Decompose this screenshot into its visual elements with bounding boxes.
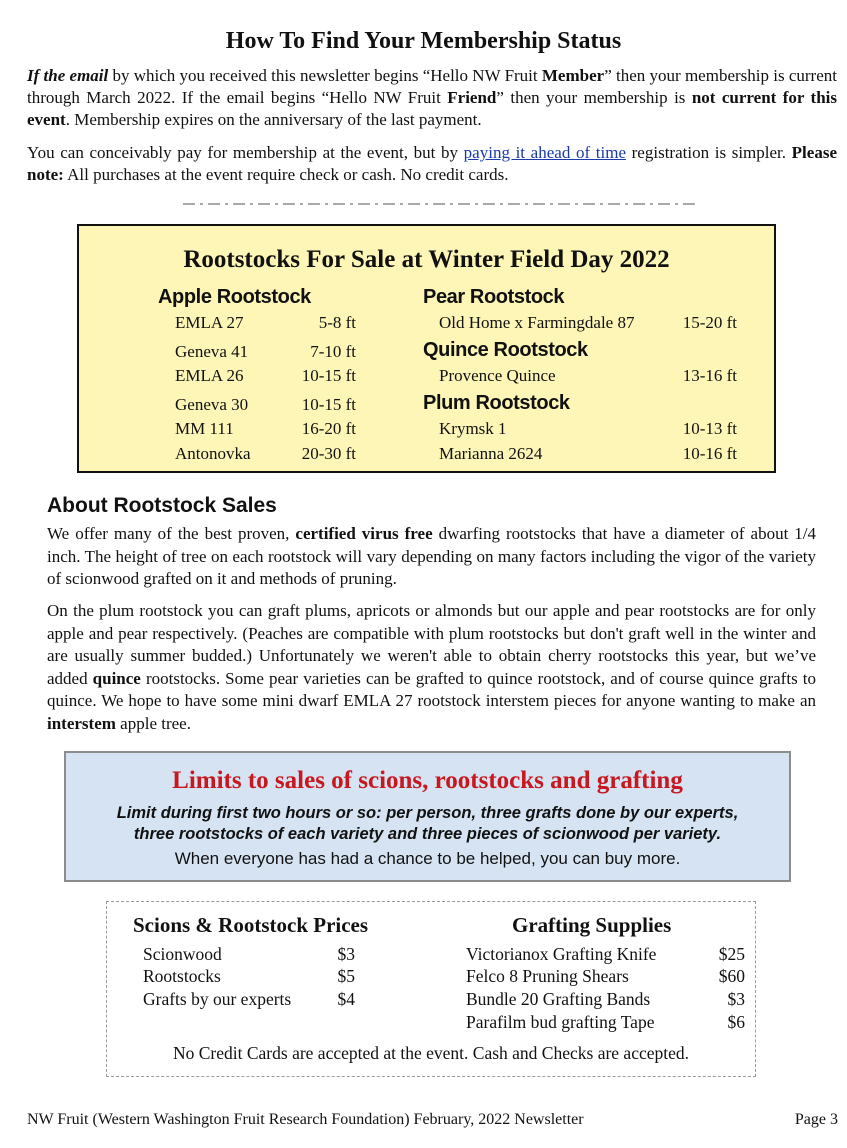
quince-word: quince [92,668,141,688]
price-item-name: Scionwood [143,944,222,964]
no-credit-cards-note: No Credit Cards are accepted at the event. Cash and Checks are accepted. [172,1043,690,1063]
about-paragraph-1 [47,523,816,591]
friend-word: Friend [447,88,497,107]
dashed-divider [183,198,698,210]
plum-rootstock-name: Marianna 2624 [439,444,543,463]
text: rootstocks. Some pear varieties can be grafted to quince rootstock, and of course quince grafts to quince. We hope to have some mini dwarf EMLA 27 rootstock interstem pieces for anyone wanting to make an [47,668,816,710]
quince-rootstock-name: Provence Quince [439,366,556,385]
please-note-label: Please note: [27,143,837,184]
text: We offer many of the best proven, [47,524,296,543]
apple-rootstock-height: 10-15 ft [301,366,356,385]
price-item-name: Rootstocks [143,966,221,986]
limits-rule-line: three rootstocks of each variety and three pieces of scionwood per variety. [133,825,722,843]
about-paragraph-2 [47,600,816,735]
text: registration is simpler. [626,143,792,162]
supply-item-price: $60 [718,966,745,986]
price-item-value: $4 [337,989,355,1009]
text: On the plum rootstock you can graft plums, apricots or almonds but our apple and pear rootstocks are for only apple and pear respectively. (Peaches are compatible with plum rootstocks but don't graft well in the winter and are usually summer budded.) Unfortunately we weren't able to obtain cherry rootstocks this year, but we’ve added [47,601,816,688]
about-rootstock-heading: About Rootstock Sales [47,494,277,517]
supply-item-name: Parafilm bud grafting Tape [466,1012,655,1032]
limits-box [64,751,791,882]
pear-rootstock-heading: Pear Rootstock [423,286,565,308]
limits-note: When everyone has had a chance to be helped, you can buy more. [174,849,681,868]
member-word: Member [541,66,605,85]
text: apple tree. [115,713,191,733]
supply-item-name: Victorianox Grafting Knife [466,944,657,964]
plum-rootstock-name: Krymsk 1 [439,419,507,438]
apple-rootstock-name: EMLA 26 [175,366,244,385]
pear-rootstock-height: 15-20 ft [682,313,737,332]
apple-rootstock-name: MM 111 [175,419,234,438]
plum-rootstock-height: 10-13 ft [682,419,737,438]
supply-item-name: Bundle 20 Grafting Bands [466,989,651,1009]
limits-rule-line: Limit during first two hours or so: per person, three grafts done by our experts, [116,804,739,822]
apple-rootstock-height: 5-8 ft [318,313,356,332]
apple-rootstock-height: 16-20 ft [301,419,356,438]
apple-rootstock-height: 10-15 ft [301,395,356,414]
text: All purchases at the event require check or cash. No credit cards. [63,165,509,184]
scions-prices-heading: Scions & Rootstock Prices [133,913,369,937]
email-lead: If the email [27,66,109,85]
text: ” then your membership is [496,88,692,107]
not-current-text: not current for this event [27,88,837,129]
membership-paragraph [27,65,837,131]
price-item-value: $3 [337,944,355,964]
apple-rootstock-name: Geneva 41 [175,342,249,361]
interstem-word: interstem [47,713,116,733]
limits-title: Limits to sales of scions, rootstocks and grafting [172,767,683,794]
apple-rootstock-height: 7-10 ft [310,342,356,361]
price-item-name: Grafts by our experts [143,989,292,1009]
apple-rootstock-height: 20-30 ft [301,444,356,463]
pay-ahead-link[interactable]: paying it ahead of time [463,143,626,162]
supply-item-price: $25 [718,944,745,964]
prices-box [106,901,756,1077]
footer-newsletter-info: NW Fruit (Western Washington Fruit Research Foundation) February, 2022 Newsletter [27,1111,584,1128]
apple-rootstock-name: Antonovka [175,444,251,463]
rootstock-sale-box [77,224,776,473]
plum-rootstock-height: 10-16 ft [682,444,737,463]
grafting-supplies-heading: Grafting Supplies [512,913,672,937]
apple-rootstock-name: Geneva 30 [175,395,249,414]
rootstock-sale-title: Rootstocks For Sale at Winter Field Day 2022 [183,246,670,273]
pear-rootstock-name: Old Home x Farmingdale 87 [439,313,635,332]
supply-item-name: Felco 8 Pruning Shears [466,966,629,986]
text: You can conceivably pay for membership at the event, but by [27,143,464,162]
supply-item-price: $6 [727,1012,745,1032]
text: dwarfing rootstocks that have a diameter of about 1/4 inch. The height of tree on each rootstock will vary depending on many factors including the vigor of the variety of scionwood grafted on it and methods of pruning. [47,524,817,588]
plum-rootstock-heading: Plum Rootstock [423,392,570,414]
quince-rootstock-heading: Quince Rootstock [423,339,588,361]
certified-virus-free-text: certified virus free [295,524,433,543]
price-item-value: $5 [337,966,355,986]
page-number: Page 3 [794,1111,838,1128]
membership-title: How To Find Your Membership Status [225,28,622,54]
apple-rootstock-name: EMLA 27 [175,313,244,332]
text: ” then your membership is current through March 2022. If the email begins “Hello NW Fruit [27,66,837,107]
text: . Membership expires on the anniversary of the last payment. [65,110,482,129]
supply-item-price: $3 [727,989,745,1009]
apple-rootstock-heading: Apple Rootstock [158,286,311,308]
quince-rootstock-height: 13-16 ft [682,366,737,385]
text: by which you received this newsletter begins “Hello NW Fruit [108,66,542,85]
payment-paragraph [27,142,837,186]
